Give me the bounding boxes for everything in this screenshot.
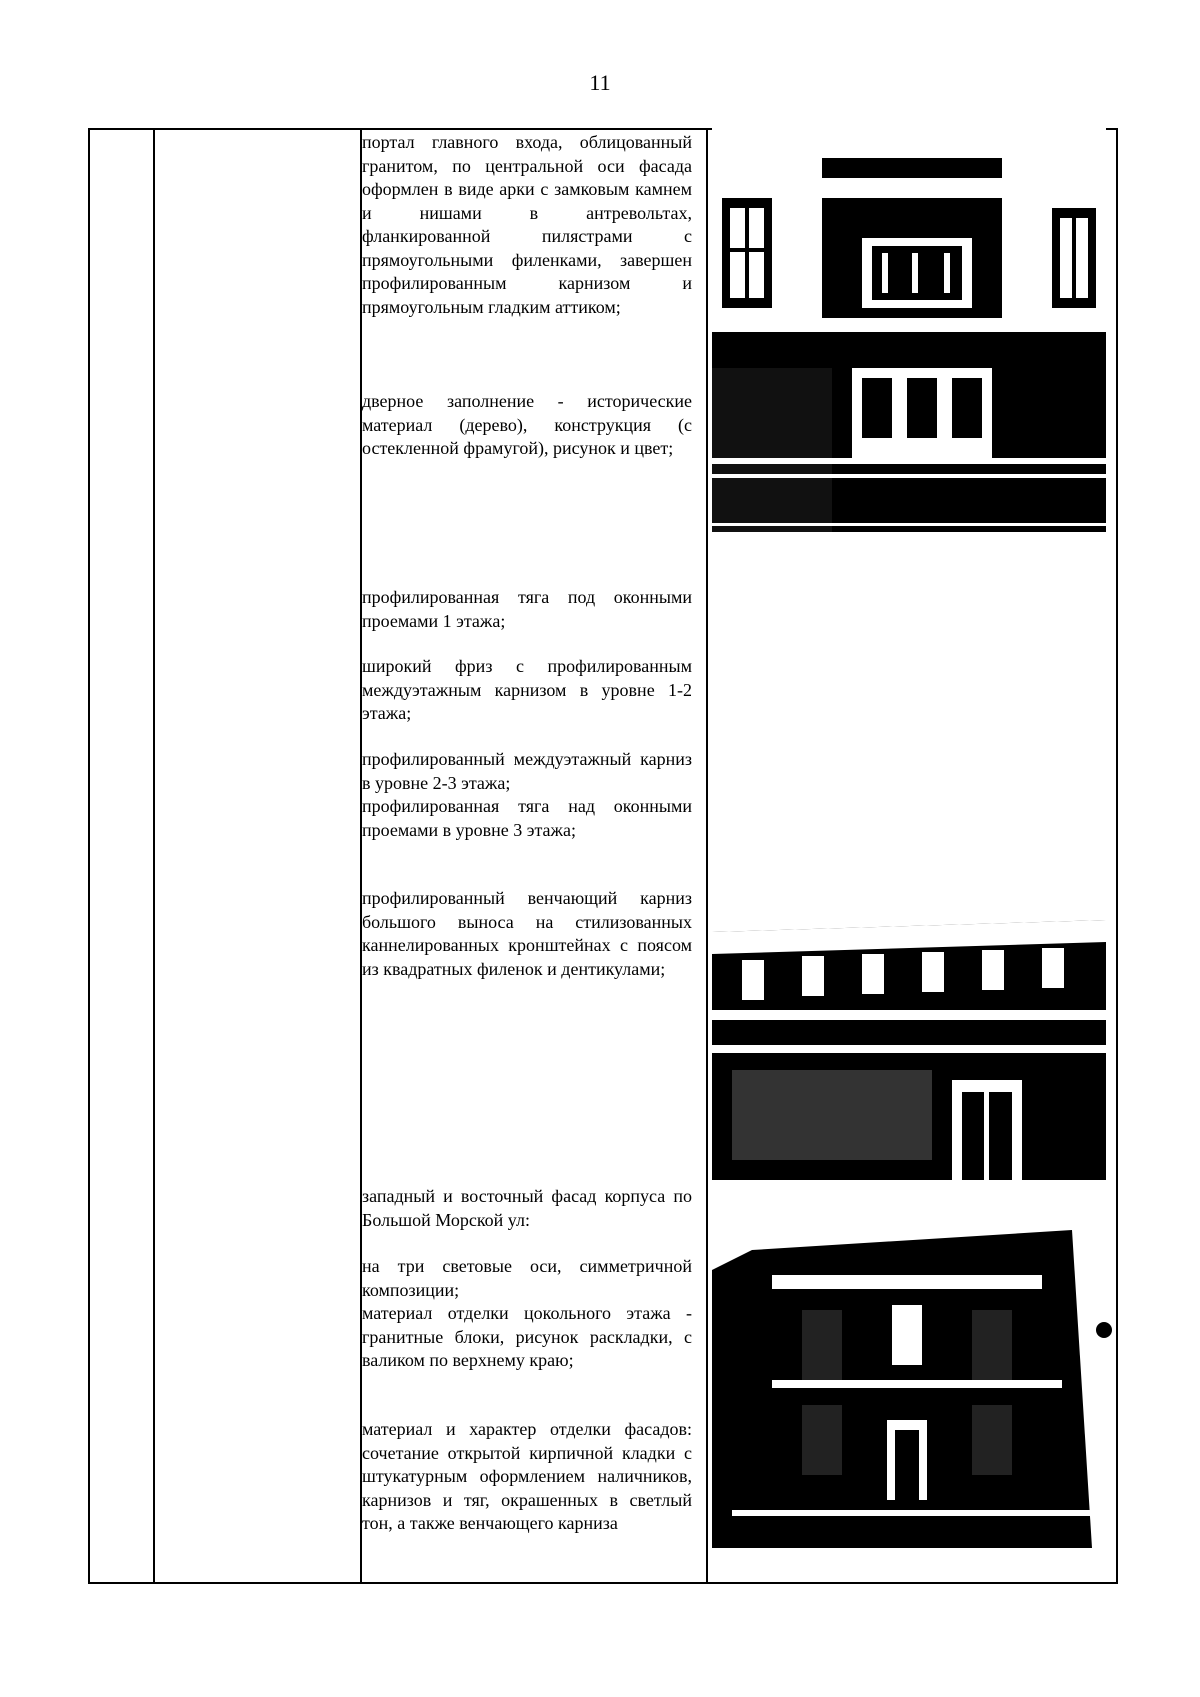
- paragraph-window-string-course: профилированная тяга под оконными проемами 1 этажа;: [362, 587, 692, 631]
- paragraph-facade-finish: материал и характер отделки фасадов: сочетание открытой кирпичной кладки с штукатурным оформлением наличников, карнизов и тяг, окрашенных в светлый тон, а также венчающего карниза: [362, 1419, 692, 1533]
- column-divider: [153, 130, 155, 1582]
- main-entrance-image: [712, 128, 1106, 532]
- paragraph-plinth-material: материал отделки цокольного этажа - гранитные блоки, рисунок раскладки, с валиком по верхнему краю;: [362, 1303, 692, 1370]
- photo-crowning-cornice: [712, 880, 1106, 1180]
- paragraph-west-east-facade: западный и восточный фасад корпуса по Большой Морской ул:: [362, 1186, 692, 1230]
- paragraph-cornice-2-3: профилированный междуэтажный карниз в уровне 2-3 этажа;: [362, 749, 692, 793]
- paragraph-crowning-cornice: профилированный венчающий карниз большого выноса на стилизованных каннелированных кронштейнах с поясом из квадратных филенок и дентикулами;: [362, 888, 692, 979]
- page-number: 11: [589, 70, 611, 95]
- paragraph-light-axes: на три световые оси, симметричной композиции;: [362, 1256, 692, 1300]
- photo-bolshaya-morskaya-facade: [712, 1230, 1116, 1548]
- crowning-cornice-image: [712, 880, 1106, 1180]
- paragraph-portal: портал главного входа, облицованный гранитом, по центральной оси фасада оформлен в виде арки с замковым камнем и нишами в антревольтах, фланкированной пилястрами с прямоугольными филенками, завершен профилированным карнизом и прямоугольным гладким аттиком;: [362, 132, 692, 317]
- paragraph-frieze: широкий фриз с профилированным междуэтажным карнизом в уровне 1-2 этажа;: [362, 656, 692, 723]
- paragraph-door-fill: дверное заполнение - исторические материал (дерево), конструкция (с остекленной фрамугой), рисунок и цвет;: [362, 391, 692, 458]
- paragraph-string-course-3: профилированная тяга над оконными проемами в уровне 3 этажа;: [362, 796, 692, 840]
- column-divider: [706, 130, 708, 1582]
- photo-main-entrance: [712, 128, 1106, 532]
- bolshaya-morskaya-facade-image: [712, 1230, 1116, 1548]
